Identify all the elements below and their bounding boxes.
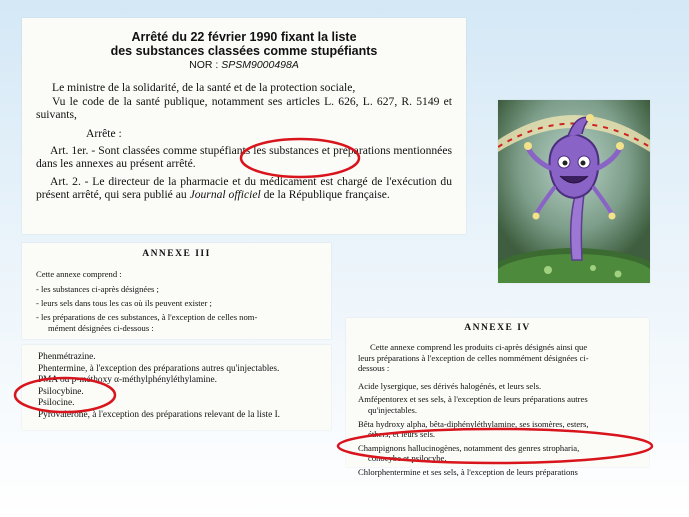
annexe4-item: Bêta hydroxy alpha, bêta-diphényléthylamine, ses isomères, esters, (358, 418, 589, 429)
annexe3-list-item: Phentermine, à l'exception des préparations autres qu'injectables. (38, 363, 280, 374)
annexe3-list-item: PMA ou p-méthoxy α-méthylphényléthylamine. (38, 375, 217, 386)
annexe4-scan (346, 318, 649, 477)
annexe4-intro-line: leurs préparations à l'exception de celles nommément désignées ci- (358, 352, 589, 363)
decree-arrete: Arrête : (86, 126, 122, 140)
decree-preamble-1: Le ministre de la solidarité, de la santé et de la protection sociale, (52, 81, 356, 94)
decree-scan (22, 18, 466, 234)
mushroom-cartoon-image (498, 100, 650, 283)
decree-nor (22, 59, 466, 71)
decree-title-line2: des substances classées comme stupéfiants (110, 44, 378, 58)
annexe3-title: ANNEXE III (142, 249, 211, 259)
annexe3-list-item: Pyrovalérone, à l'exception des préparations relevant de la liste I. (38, 409, 281, 420)
annexe4-item: Amfépentorex et ses sels, à l'exception de leurs préparations autres (358, 394, 588, 405)
nor-code: SPSM9000498A (221, 59, 299, 71)
annexe4-item: Chlorphentermine et ses sels, à l'exception de leurs préparations (358, 466, 578, 477)
annexe4-item-champignons-cont: conocybe et psilocybe. (368, 453, 447, 464)
annexe3-item: - les substances ci-après désignées ; (36, 284, 159, 294)
annexe4-item: qu'injectables. (368, 404, 418, 415)
annexe4-item: Acide lysergique, ses dérivés halogénés, et leurs sels. (358, 380, 542, 391)
art2-start: Art. 2. - Le directeur de la pharmacie et du médicament est chargé de l'exécution du présent arrêté, qui sera publié au (36, 174, 452, 201)
annexe3-intro: Cette annexe comprend : (36, 269, 122, 279)
mushroom-cartoon-drawing (498, 100, 650, 283)
annexe3-item: mément désignées ci-dessous : (48, 323, 154, 333)
annexe4-intro-line: dessous : (358, 363, 390, 374)
art2-end: de la République française. (260, 188, 390, 201)
annexe3-item: - les préparations de ces substances, à l'exception de celles nom- (36, 312, 258, 322)
decree-preamble-2: Vu le code de la santé publique, notamment ses articles L. 626, L. 627, R. 5149 et suivants, (36, 94, 452, 121)
annexe4-intro-line: Cette annexe comprend les produits ci-après désignés ainsi que (370, 342, 588, 352)
decree-article-1: Art. 1er. - Sont classées comme stupéfiants les substances et préparations mentionnées dans les annexes au présent arrêté. (36, 143, 452, 170)
annexe3-item: - leurs sels dans tous les cas où ils peuvent exister ; (36, 298, 212, 308)
annexe3-list-item-psilocybine: Psilocybine. (38, 386, 84, 397)
annexe3-list-item-psilocine: Psilocine. (38, 398, 75, 409)
art2-journal: Journal officiel (189, 188, 261, 201)
annexe3-intro-scan (22, 243, 331, 339)
annexe4-item: éthers, et leurs sels. (368, 429, 436, 440)
decree-article-2 (22, 175, 466, 202)
decree-title-line1: Arrêté du 22 février 1990 fixant la liste (131, 30, 357, 44)
annexe3-list-item: Phenmétrazine. (38, 352, 96, 362)
annexe4-item-champignons: Champignons hallucinogènes, notamment des genres stropharia, (358, 442, 580, 453)
annexe4-title: ANNEXE IV (464, 323, 531, 333)
nor-label: NOR : (189, 59, 222, 71)
annexe3-list-scan (22, 345, 331, 430)
